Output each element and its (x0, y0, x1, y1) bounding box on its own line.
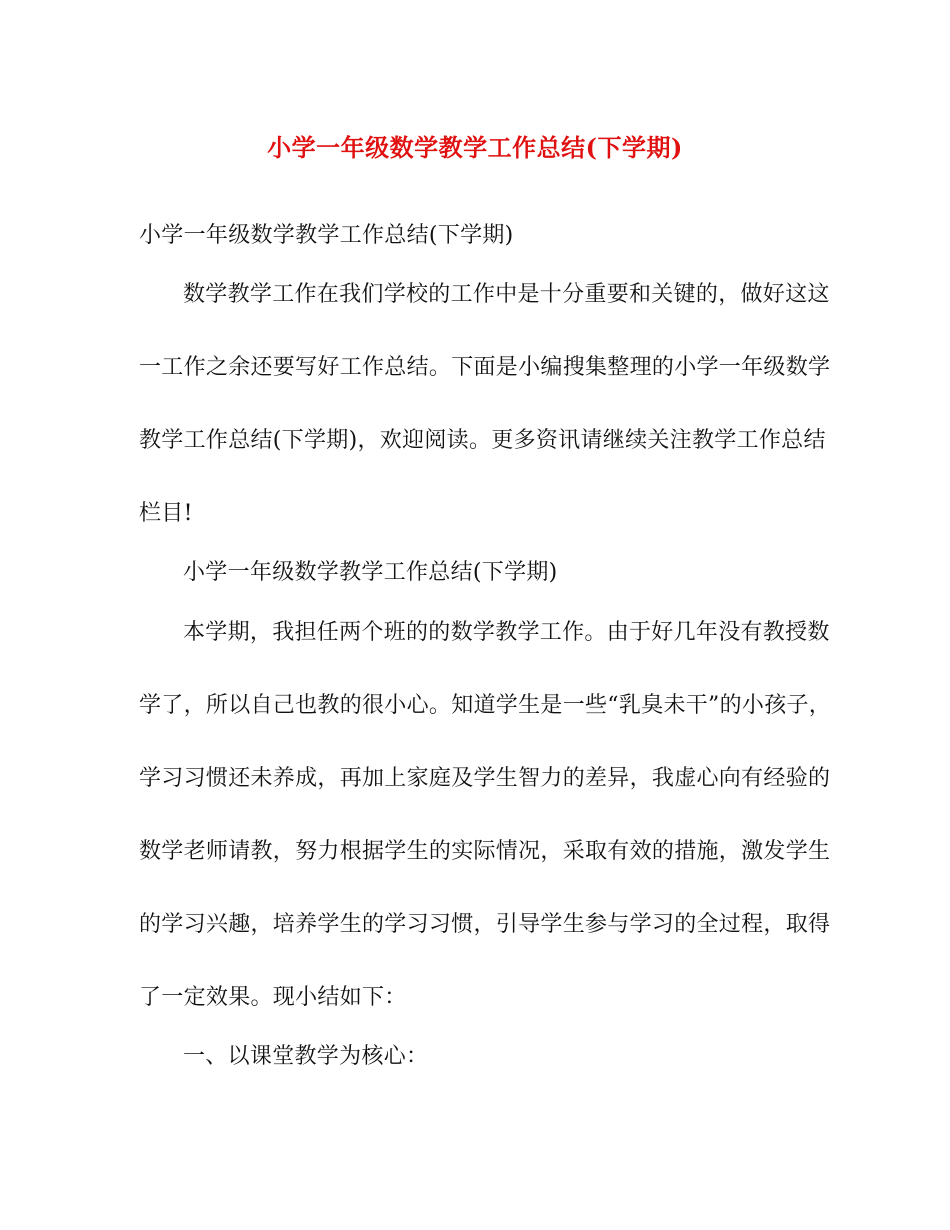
paragraph-line: 栏目! (139, 501, 193, 526)
document-subtitle: 小学一年级数学教学工作总结(下学期) (139, 223, 514, 248)
paragraph-line: 学了，所以自己也教的很小心。知道学生是一些“乳臭未干”的小孩子， (139, 693, 832, 718)
paragraph-line: 了一定效果。现小结如下： (139, 985, 407, 1010)
section-heading: 一、以课堂教学为核心： (183, 1044, 429, 1069)
paragraph-line: 数学教学工作在我们学校的工作中是十分重要和关键的，做好这这 (183, 282, 830, 307)
paragraph-line: 数学老师请教，努力根据学生的实际情况，采取有效的措施，激发学生 (139, 839, 831, 864)
paragraph-line: 教学工作总结(下学期)，欢迎阅读。更多资讯请继续关注教学工作总结 (139, 428, 826, 453)
paragraph-line: 学习习惯还未养成，再加上家庭及学生智力的差异，我虚心向有经验的 (139, 766, 831, 791)
document-title: 小学一年级数学教学工作总结(下学期) (267, 133, 683, 162)
paragraph-line: 本学期，我担任两个班的的数学教学工作。由于好几年没有教授数 (183, 620, 830, 645)
paragraph-line: 一工作之余还要写好工作总结。下面是小编搜集整理的小学一年级数学 (139, 355, 831, 380)
section-heading: 小学一年级数学教学工作总结(下学期) (183, 560, 558, 585)
paragraph-line: 的学习兴趣，培养学生的学习习惯，引导学生参与学习的全过程，取得 (139, 912, 831, 937)
